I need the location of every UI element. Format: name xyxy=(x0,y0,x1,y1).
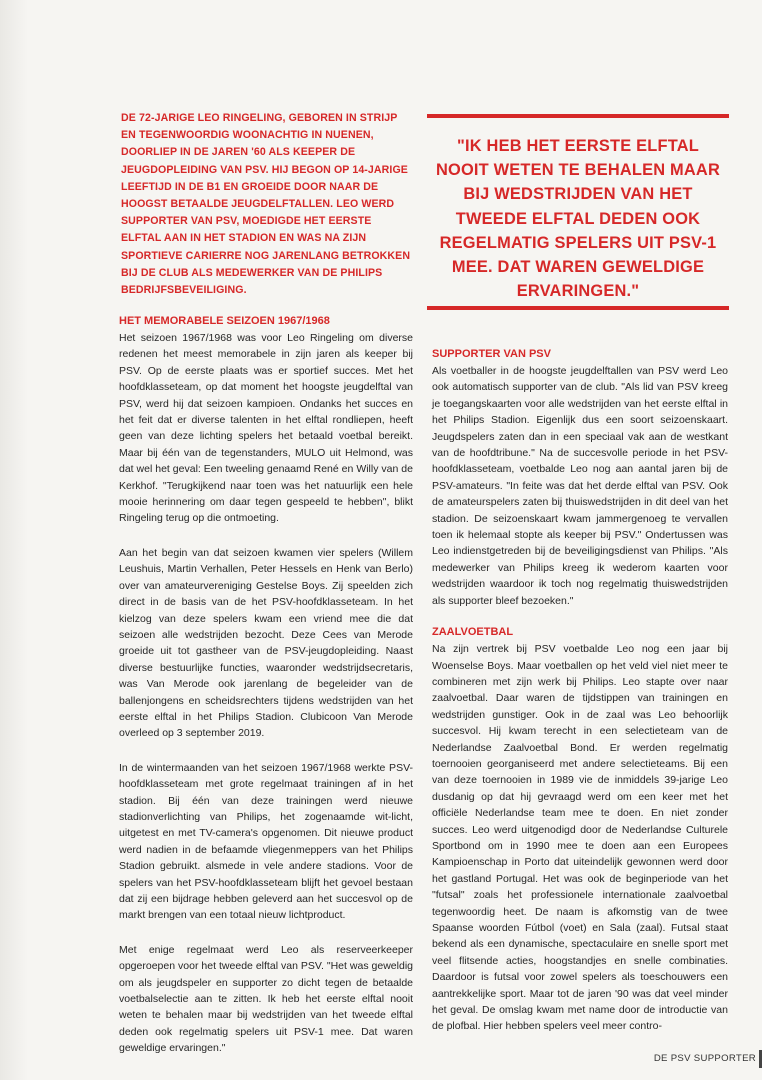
left-column xyxy=(119,313,413,1057)
pull-quote-box xyxy=(427,114,729,310)
footer-publication-name: DE PSV SUPPORTER xyxy=(653,1053,756,1064)
section-heading-zaalvoetbal: ZAALVOETBAL xyxy=(432,626,514,639)
paragraph: Na zijn vertrek bij PSV voetbalde Leo nog een jaar bij Woenselse Boys. Maar voetballen op het veld viel niet meer te combineren met zijn werk bij Philips. Leo stapte over naar zaalvoetbal. Daar waren de tijdstippen van trainingen en wedstrijden gunstiger. Ook in de zaal was Leo behoorlijk succesvol. Hij kwam terecht in een selectieteam van de Nederlandse Zaalvoetbal Bond. Er werden regelmatig toernooien georganiseerd met andere selectieteams. Bij een van deze toernooien in 1989 vie de inmiddels 39-jarige Leo dusdanig op dat hij gevraagd werd om een keer met het officiële Nederlandse team mee te doen. En niet zonder succes. Leo werd uitgenodigd door de Nederlandse Culturele Sportbond om in 1990 mee te doen aan een Europees Kampioenschap in Porto dat uiteindelijk gewonnen werd door het gastland Portugal. Het was ook de beginperiode van het "futsal" zoals het professionele internationale zaalvoetbal tegenwoordig heet. De naam is afkomstig van de twee Spaanse woorden Fútbol (voet) en Sala (zaal). Futsal staat bekend als een dynamische, spectaculaire en snelle sport met veel flitsende acties, hoogstandjes en snelle combinaties. Daardoor is futsal voor zowel spelers als toeschouwers een aantrekkelijke sport. Maar tot de jaren '90 was dat veel minder het geval. De omslag kwam met name door de introductie van de plofbal. Hier hebben spelers veel meer contro- xyxy=(432,643,728,1033)
paragraph: Aan het begin van dat seizoen kwamen vier spelers (Willem Leushuis, Martin Verhallen, Peter Hessels en Henk van Berlo) over van amateurvereniging Gestelse Boys. Zij speelden zich direct in de basis van de het PSV-hoofdklasseteam. In het kielzog van deze spelers kwam een vriend mee die dat seizoen alle wedstrijden bezocht. Deze Cees van Merode groeide uit tot gastheer van de PSV-jeugdopleiding. Naast diverse bestuurlijke functies, waaronder wedstrijdsecretaris, was Van Merode ook jarenlang de begeleider van de ballenjongens en scheidsrechters tijdens wedstrijden van het eerste elftal in het Philips Stadion. Clubicoon Van Merode overleed op 3 september 2019. xyxy=(119,546,413,740)
paragraph: Als voetballer in de hoogste jeugdelftallen van PSV werd Leo ook automatisch supporter van de club. "Als lid van PSV kreeg je toegangskaarten voor alle wedstrijden van het eerste elftal in het Philips Stadion. Eigenlijk dus een soort seizoenskaart. Jeugdspelers zaten dan in een speciaal vak aan de westkant van de hoofdtribune." Na de succesvolle periode in het PSV-hoofdklasseteam, voetbalde Leo nog aan aantal jaren bij de PSV-amateurs. "In feite was dat het derde elftal van PSV. Ook de amateurspelers zaten bij thuiswedstrijden in dit deel van het stadion. De seizoenskaart kwam jammergenoeg te vervallen toen ik helemaal stopte als keeper bij PSV." Ondertussen was Leo indienstgetreden bij de beveiligingsdienst van Philips. "Als medewerker van Philips kreeg ik wederom kaarten voor wedstrijden waardoor ik toch nog regelmatig thuiswedstrijden als supporter bleef bezoeken." xyxy=(432,365,728,607)
section-heading-memorabele-seizoen: HET MEMORABELE SEIZOEN 1967/1968 xyxy=(119,315,330,327)
paragraph: Met enige regelmaat werd Leo als reserveerkeeper opgeroepen voor het tweede elftal van PSV. "Het was geweldig om als jeugdspeler en supporter zo dicht tegen de betaalde voetbalselectie aan te zitten. Ik heb het eerste elftal nooit weten te behalen maar bij wedstrijden van het tweede elftal deden ook regelmatig spelers uit PSV-1 mee. Dat waren geweldige ervaringen." xyxy=(119,943,413,1055)
right-column xyxy=(432,346,728,1035)
paragraph: Het seizoen 1967/1968 was voor Leo Ringeling om diverse redenen het meest memorabele in zijn jaren als keeper bij PSV. Op de eerste plaats was er sportief succes. Met het hoofdklasseteam, op dat moment het hoogste jeugdelftal van PSV, werd hij dat seizoen kampioen. Ondanks het succes en het feit dat er diverse talenten in het elftal rondliepen, heeft geen van deze lichting spelers het betaald voetbal bereikt. Maar bij één van de tegenstanders, MULO uit Helmond, was dat wel het geval: Een tweeling genaamd René en Willy van de Kerkhof. "Terugkijkend naar toen was het natuurlijk een hele mooie herinnering om daar tegen gespeeld te hebben", blikt Ringeling terug op die ontmoeting. xyxy=(119,332,413,525)
pull-quote: "IK HEB HET EERSTE ELFTAL NOOIT WETEN TE BEHALEN MAAR BIJ WEDSTRIJDEN VAN HET TWEEDE ELFTAL DEDEN OOK REGELMATIG SPELERS UIT PSV-1 MEE. DAT WAREN GEWELDIGE ERVARINGEN." xyxy=(435,137,721,301)
page-edge-shadow xyxy=(0,0,28,1080)
paragraph: In de wintermaanden van het seizoen 1967/1968 werkte PSV-hoofdklasseteam met grote regelmaat trainingen af in het stadion. Bij één van deze trainingen werd nieuwe stadionverlichting van Philips, het zogenaamde wit-licht, uitgetest en met TV-camera's opgenomen. Dit nieuwe product werd nadien in de befaamde vliegenmeppers van het Philips Stadion gebruikt. alsmede in vele andere stadions. Voor de spelers van het PSV-hoofdklasseteam blijft het gevoel bestaan dat zij een bijdrage hebben geleverd aan het succesvol op de markt brengen van een totaal nieuw lichtproduct. xyxy=(119,761,413,922)
intro-text: DE 72-JARIGE LEO RINGELING, GEBOREN IN STRIJP EN TEGENWOORDIG WOONACHTIG IN NUENEN, DOORLIEP IN DE JAREN '60 ALS KEEPER DE JEUGDOPLEIDING VAN PSV. HIJ BEGON OP 14-JARIGE LEEFTIJD IN DE B1 EN GROEIDE DOOR NAAR DE HOOGST BETAALDE JEUGDELFTALLEN. LEO WERD SUPPORTER VAN PSV, MOEDIGDE HET EERSTE ELFTAL AAN IN HET STADION EN WAS NA ZIJN SPORTIEVE CARIERRE NOG JARENLANG BETROKKEN BIJ DE CLUB ALS MEDEWERKER VAN DE PHILIPS BEDRIJFSBEVEILIGING. xyxy=(121,112,411,297)
section-heading-supporter: SUPPORTER VAN PSV xyxy=(432,348,551,360)
